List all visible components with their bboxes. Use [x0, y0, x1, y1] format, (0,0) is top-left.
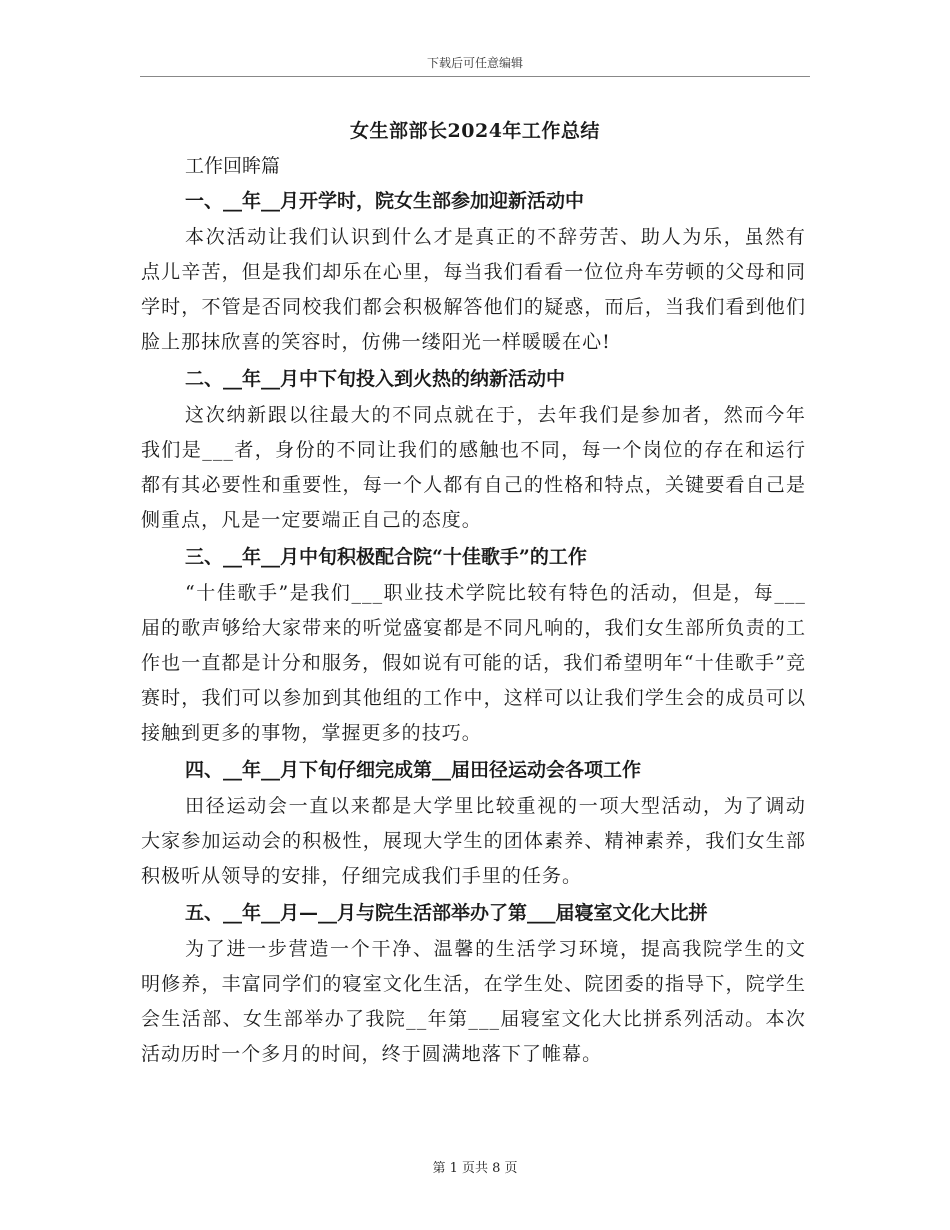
section-paragraph: 为了进一步营造一个干净、温馨的生活学习环境，提高我院学生的文明修养，丰富同学们的寝室文化生活，在学生处、院团委的指导下，院学生会生活部、女生部举办了我院__年第___届寝室文化大比拼系列活动。本次活动历时一个多月的时间，终于圆满地落下了帷幕。	[141, 938, 806, 1065]
header-divider	[140, 76, 810, 77]
page-number: 第 1 页共 8 页	[432, 1161, 518, 1176]
section-3	[141, 542, 806, 751]
section-paragraph: 本次活动让我们认识到什么才是真正的不辞劳苦、助人为乐，虽然有点儿辛苦，但是我们却乐在心里，每当我们看看一位位舟车劳顿的父母和同学时，不管是否同校我们都会积极解答他们的疑惑，而后，当我们看到他们脸上那抹欣喜的笑容时，仿佛一缕阳光一样暖暖在心!	[141, 226, 806, 353]
section-4	[141, 755, 806, 894]
section-heading: 三、__年__月中旬积极配合院“十佳歌手”的工作	[185, 546, 587, 568]
section-paragraph: 田径运动会一直以来都是大学里比较重视的一项大型活动，为了调动大家参加运动会的积极性，展现大学生的团体素养、精神素养，我们女生部积极听从领导的安排，仔细完成我们手里的任务。	[141, 795, 806, 887]
section-5	[141, 898, 806, 1072]
section-heading: 二、__年__月中下旬投入到火热的纳新活动中	[185, 368, 566, 390]
document-subtitle: 工作回眸篇	[185, 155, 281, 177]
section-heading: 五、__年__月—__月与院生活部举办了第___届寝室文化大比拼	[185, 902, 708, 924]
section-paragraph: 这次纳新跟以往最大的不同点就在于，去年我们是参加者，然而今年我们是___者，身份的不同让我们的感触也不同，每一个岗位的存在和运行都有其必要性和重要性，每一个人都有自己的性格和特点，关键要看自己是侧重点，凡是一定要端正自己的态度。	[141, 404, 806, 531]
section-2	[141, 364, 806, 538]
section-1	[141, 186, 806, 360]
section-heading: 一、__年__月开学时，院女生部参加迎新活动中	[185, 190, 585, 212]
section-paragraph: “十佳歌手”是我们___职业技术学院比较有特色的活动，但是，每___届的歌声够给大家带来的听觉盛宴都是不同凡响的，我们女生部所负责的工作也一直都是计分和服务，假如说有可能的话，我们希望明年“十佳歌手”竞赛时，我们可以参加到其他组的工作中，这样可以让我们学生会的成员可以接触到更多的事物，掌握更多的技巧。	[141, 582, 806, 744]
section-heading: 四、__年__月下旬仔细完成第__届田径运动会各项工作	[185, 759, 642, 781]
page-header: 下载后可任意编辑	[426, 56, 523, 70]
document-body	[141, 148, 806, 1072]
document-title: 女生部部长2024年工作总结	[350, 120, 600, 142]
